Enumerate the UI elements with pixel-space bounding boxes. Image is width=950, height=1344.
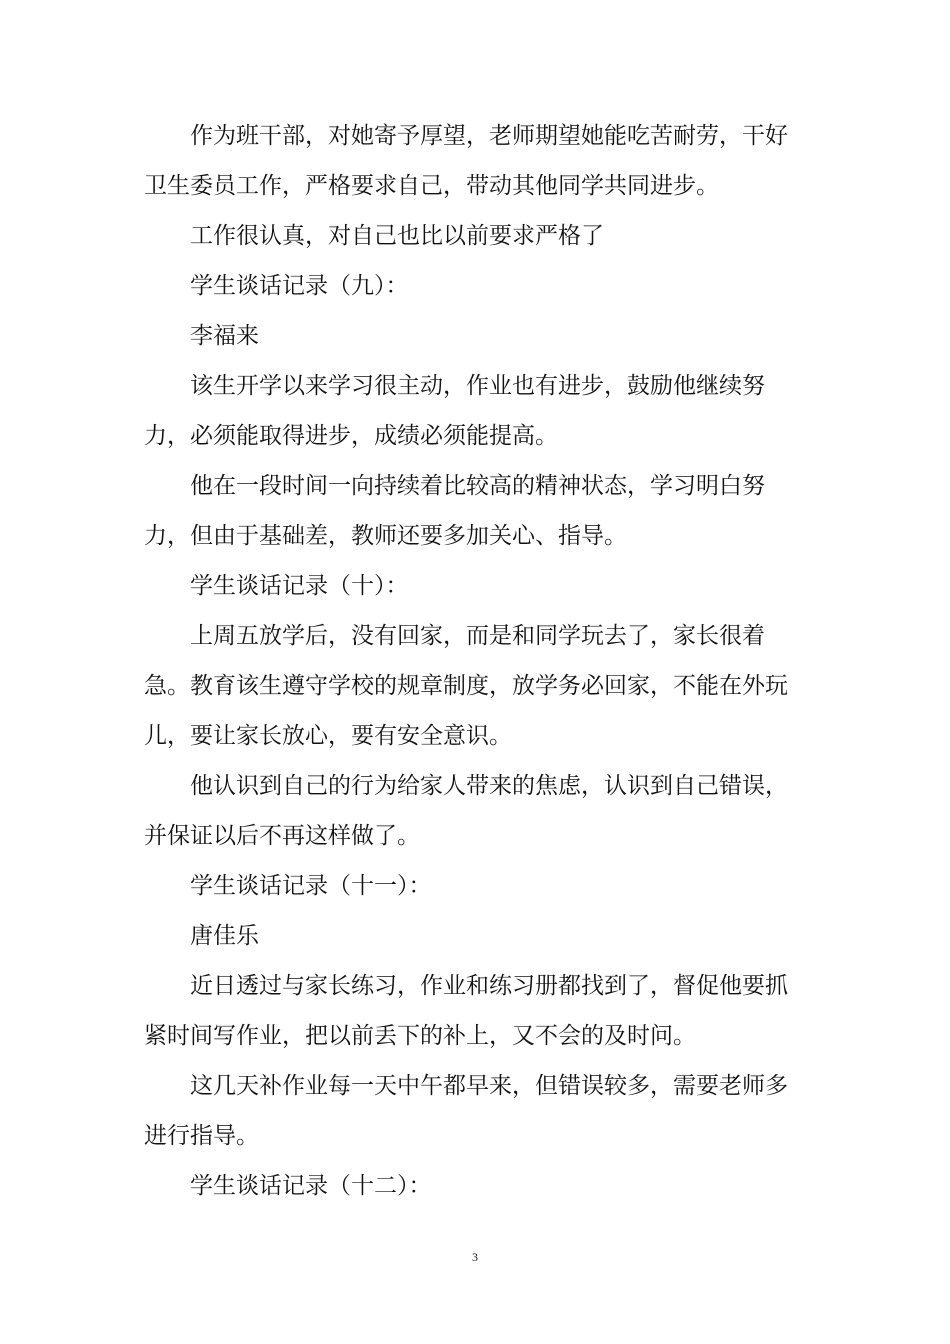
student-name: 唐佳乐: [190, 923, 259, 949]
paragraph: 工作很认真，对自己也比以前要求严格了: [190, 223, 604, 249]
paragraph: 该生开学以来学习很主动，作业也有进步，鼓励他继续努力，必须能取得进步，成绩必须能提高。: [144, 373, 765, 449]
paragraph: 这几天补作业每一天中午都早来，但错误较多，需要老师多进行指导。: [144, 1073, 788, 1149]
paragraph: 上周五放学后，没有回家，而是和同学玩去了，家长很着急。教育该生遵守学校的规章制度，放学务必回家，不能在外玩儿，要让家长放心，要有安全意识。: [144, 623, 788, 749]
paragraph: 他在一段时间一向持续着比较高的精神状态，学习明白努力，但由于基础差，教师还要多加关心、指导。: [144, 473, 765, 549]
section-heading: 学生谈话记录（十）：: [190, 573, 409, 599]
paragraph: 作为班干部，对她寄予厚望，老师期望她能吃苦耐劳，干好卫生委员工作，严格要求自己，带动其他同学共同进步。: [144, 123, 788, 199]
section-heading: 学生谈话记录（九）：: [190, 273, 409, 299]
document-body: [144, 111, 806, 1211]
paragraph: 近日透过与家长练习，作业和练习册都找到了，督促他要抓紧时间写作业，把以前丢下的补上，又不会的及时问。: [144, 973, 788, 1049]
student-name: 李福来: [190, 323, 259, 349]
section-heading: 学生谈话记录（十二）：: [190, 1173, 432, 1199]
paragraph: 他认识到自己的行为给家人带来的焦虑，认识到自己错误，并保证以后不再这样做了。: [144, 773, 788, 849]
page-number: 3: [472, 1250, 478, 1264]
section-heading: 学生谈话记录（十一）：: [190, 873, 432, 899]
